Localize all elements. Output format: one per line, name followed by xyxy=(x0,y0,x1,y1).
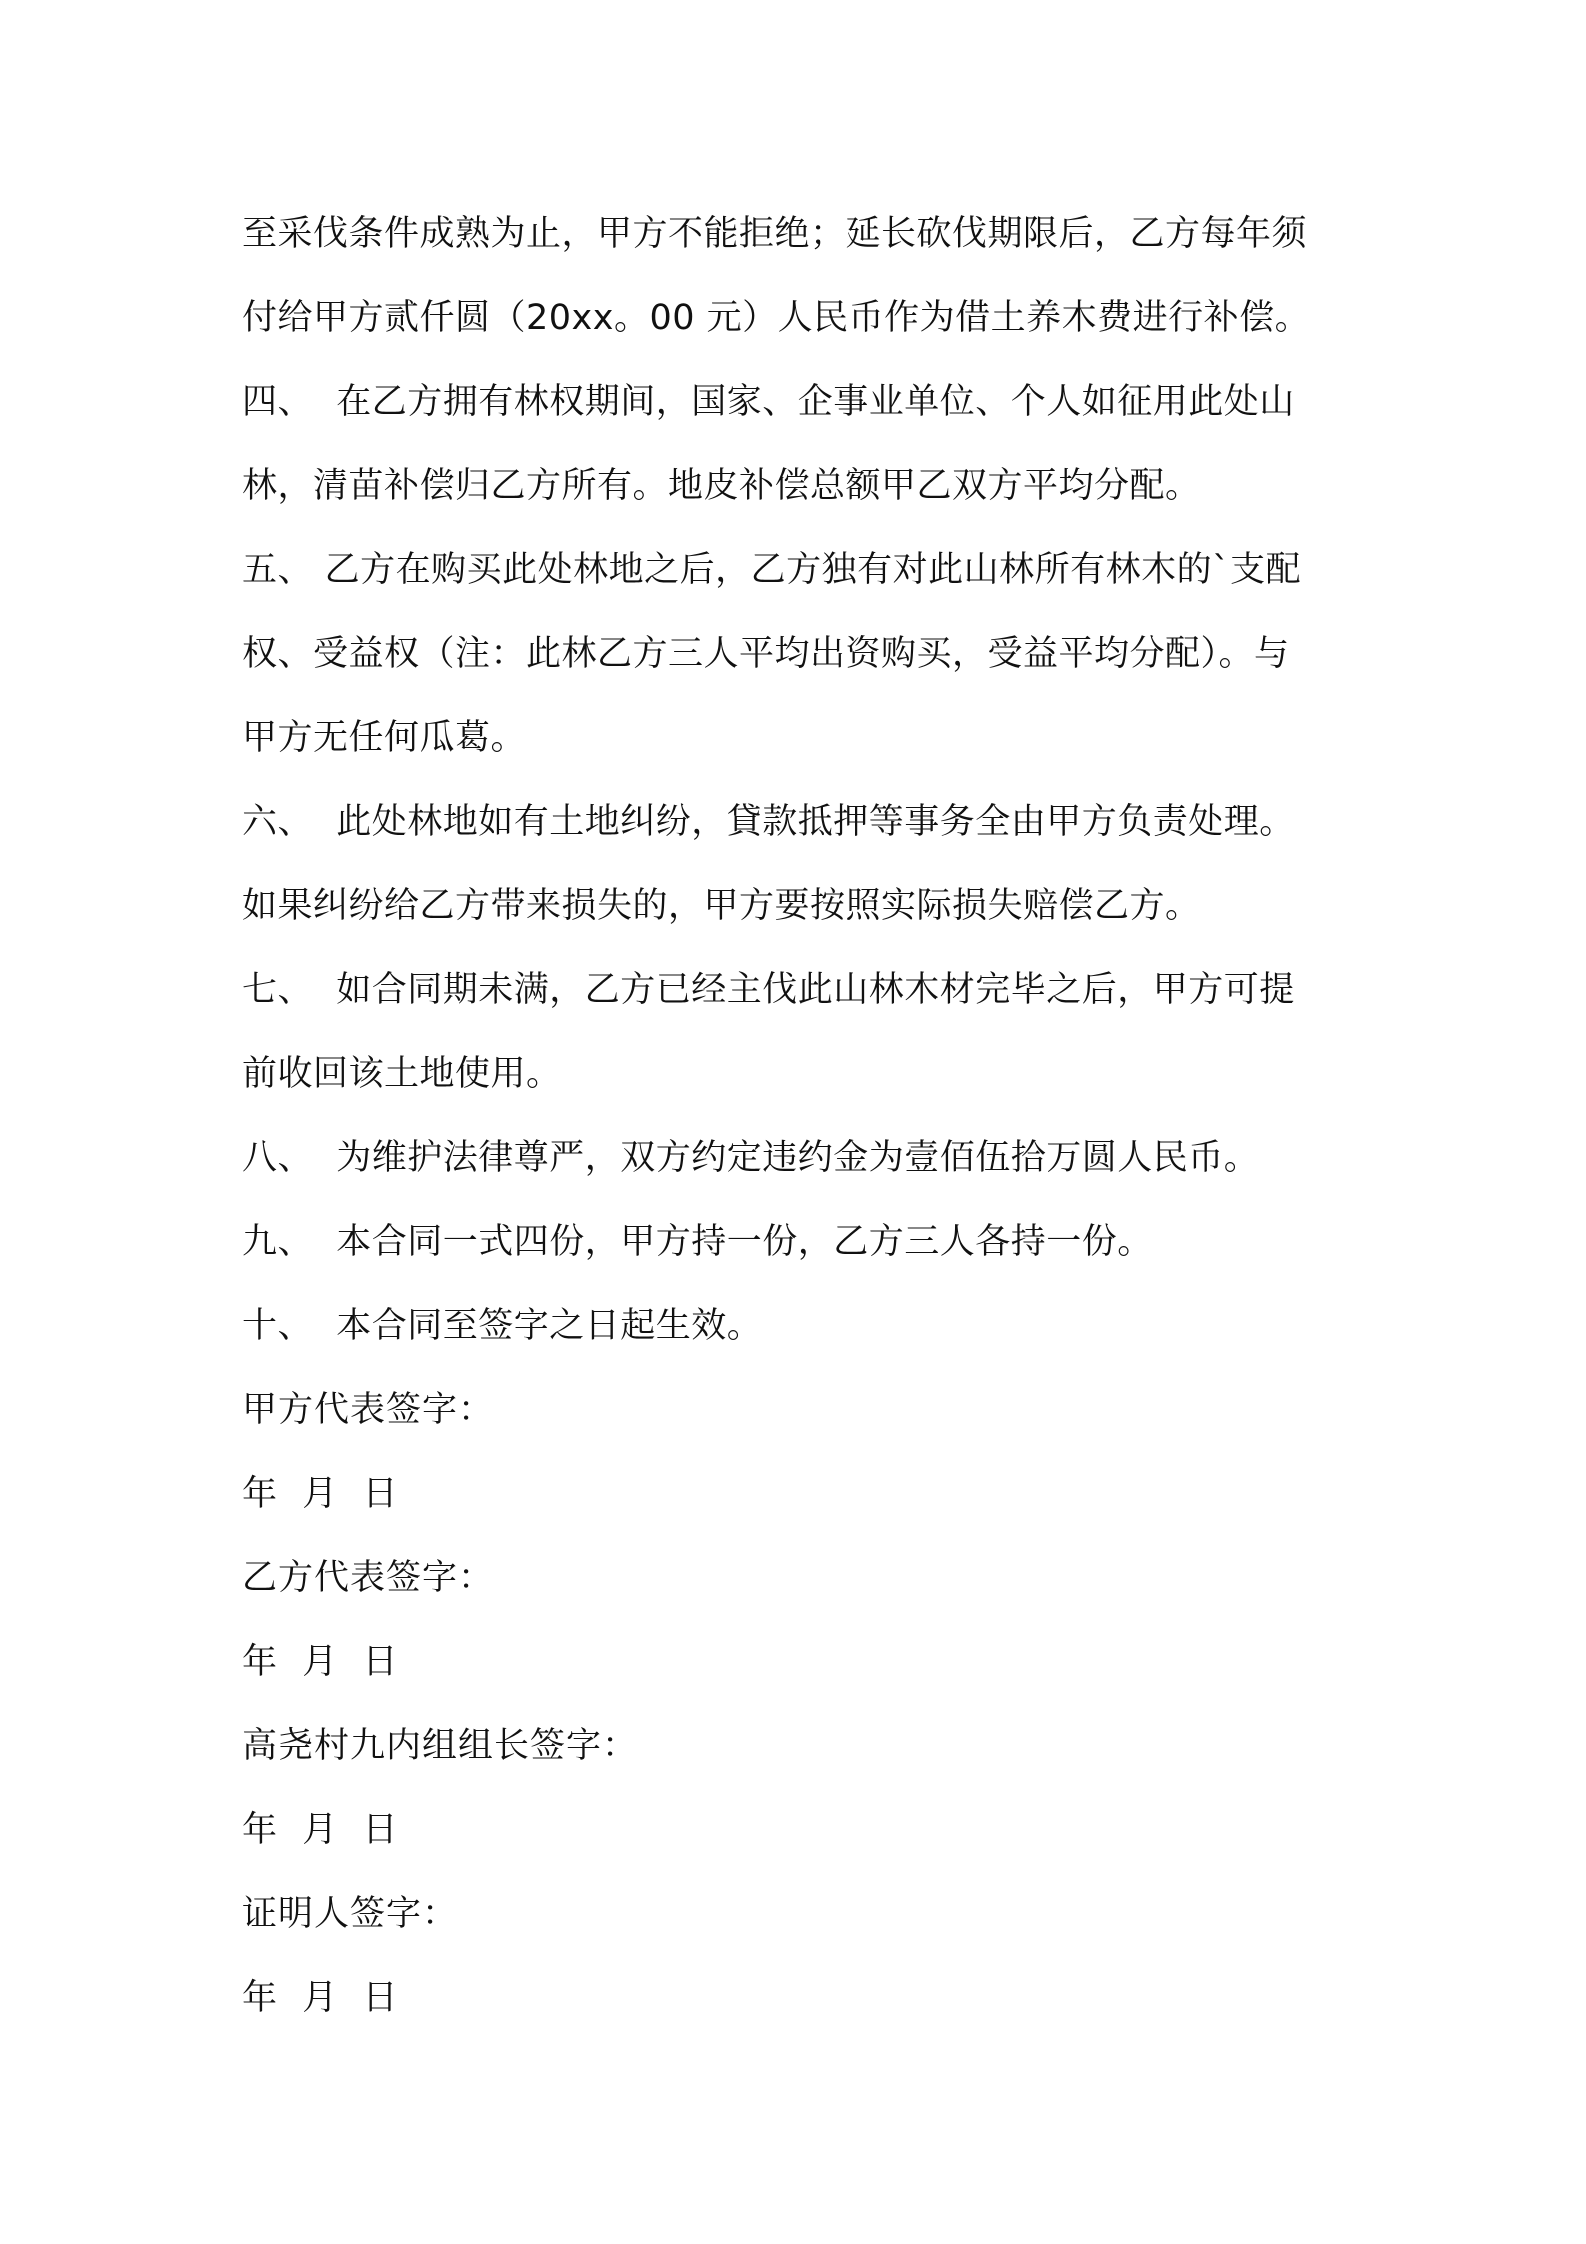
text-line: 至采伐条件成熟为止，甲方不能拒绝；延长砍伐期限后，乙方每年须 xyxy=(242,214,1308,254)
group-leader-signature-label: 高尧村九内组组长签字： xyxy=(242,1726,639,1766)
party-b-signature-date: 年 月 日 xyxy=(242,1642,399,1682)
clause-9: 九、 本合同一式四份，甲方持一份，乙方三人各持一份。 xyxy=(242,1222,1153,1262)
text-line: 如果纠纷给乙方带来损失的，甲方要按照实际损失赔偿乙方。 xyxy=(242,886,1201,926)
clause-8: 八、 为维护法律尊严，双方约定违约金为壹佰伍拾万圆人民币。 xyxy=(242,1138,1260,1178)
clause-6: 六、 此处林地如有土地纠纷，貸款抵押等事务全由甲方负责处理。 xyxy=(242,802,1295,842)
text-line: 权、受益权（注：此林乙方三人平均出资购买，受益平均分配）。与 xyxy=(242,634,1290,674)
text-line: 付给甲方贰仟圆（20xx。00 元）人民币作为借土养木费进行补偿。 xyxy=(242,298,1311,338)
party-a-signature-date: 年 月 日 xyxy=(242,1474,399,1514)
contract-body xyxy=(242,192,1362,2040)
clause-10: 十、 本合同至签字之日起生效。 xyxy=(242,1306,763,1346)
party-b-signature-label: 乙方代表签字： xyxy=(242,1558,495,1598)
text-line: 甲方无任何瓜葛。 xyxy=(242,718,527,758)
party-a-signature-label: 甲方代表签字： xyxy=(242,1390,495,1430)
text-line: 林，清苗补偿归乙方所有。地皮补偿总额甲乙双方平均分配。 xyxy=(242,466,1201,506)
clause-5: 五、 乙方在购买此处林地之后，乙方独有对此山林所有林木的`支配 xyxy=(242,550,1302,590)
text-line: 前收回该土地使用。 xyxy=(242,1054,562,1094)
witness-signature-label: 证明人签字： xyxy=(242,1894,459,1934)
witness-signature-date: 年 月 日 xyxy=(242,1978,399,2018)
clause-4: 四、 在乙方拥有林权期间，国家、企事业单位、个人如征用此处山 xyxy=(242,382,1295,422)
group-leader-signature-date: 年 月 日 xyxy=(242,1810,399,1850)
clause-7: 七、 如合同期未满，乙方已经主伐此山林木材完毕之后，甲方可提 xyxy=(242,970,1295,1010)
